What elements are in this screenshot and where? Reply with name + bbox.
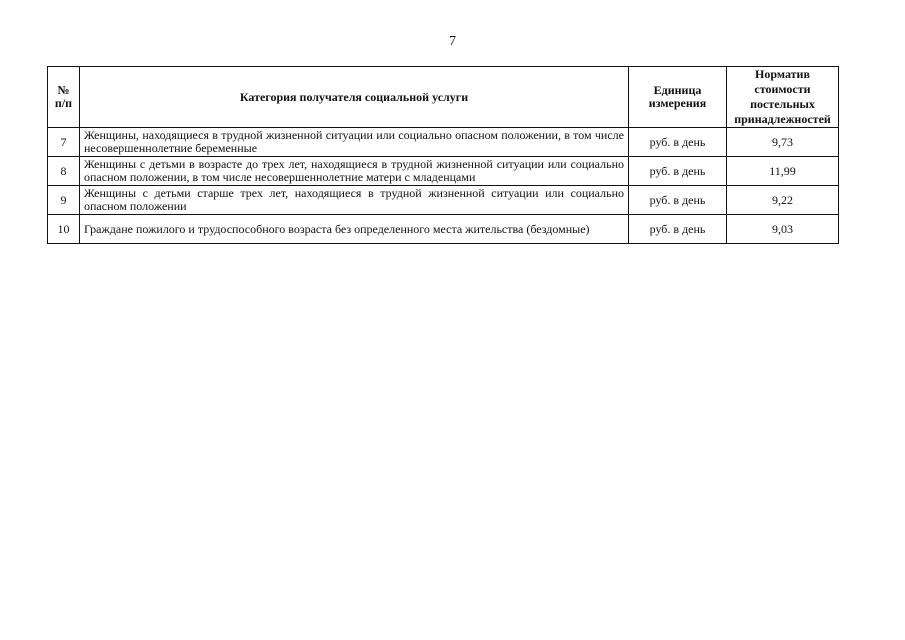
header-cost: Норматив стоимости постельных принадлежностей <box>727 67 839 128</box>
row-num: 8 <box>48 157 80 186</box>
row-category: Женщины с детьми в возрасте до трех лет, находящиеся в трудной жизненной ситуации или социально опасном положении, в том числе несовершеннолетние матери с младенцами <box>80 157 629 186</box>
row-unit: руб. в день <box>629 128 727 157</box>
header-num: № п/п <box>48 67 80 128</box>
header-unit: Единица измерения <box>629 67 727 128</box>
row-num: 9 <box>48 186 80 215</box>
row-cost: 9,22 <box>727 186 839 215</box>
table-row <box>48 186 839 215</box>
row-category: Граждане пожилого и трудоспособного возраста без определенного места жительства (бездомные) <box>80 215 629 244</box>
row-cost: 9,03 <box>727 215 839 244</box>
row-num: 10 <box>48 215 80 244</box>
table-header-row <box>48 67 839 128</box>
row-unit: руб. в день <box>629 186 727 215</box>
header-category: Категория получателя социальной услуги <box>80 67 629 128</box>
row-unit: руб. в день <box>629 157 727 186</box>
row-category: Женщины с детьми старше трех лет, находящиеся в трудной жизненной ситуации или социально опасном положении <box>80 186 629 215</box>
page-number: 7 <box>449 34 456 49</box>
row-cost: 11,99 <box>727 157 839 186</box>
row-cost: 9,73 <box>727 128 839 157</box>
table-row <box>48 215 839 244</box>
row-num: 7 <box>48 128 80 157</box>
row-category: Женщины, находящиеся в трудной жизненной ситуации или социально опасном положении, в том числе несовершеннолетние беременные <box>80 128 629 157</box>
table-row <box>48 128 839 157</box>
row-unit: руб. в день <box>629 215 727 244</box>
table-row <box>48 157 839 186</box>
norms-table <box>47 66 839 244</box>
